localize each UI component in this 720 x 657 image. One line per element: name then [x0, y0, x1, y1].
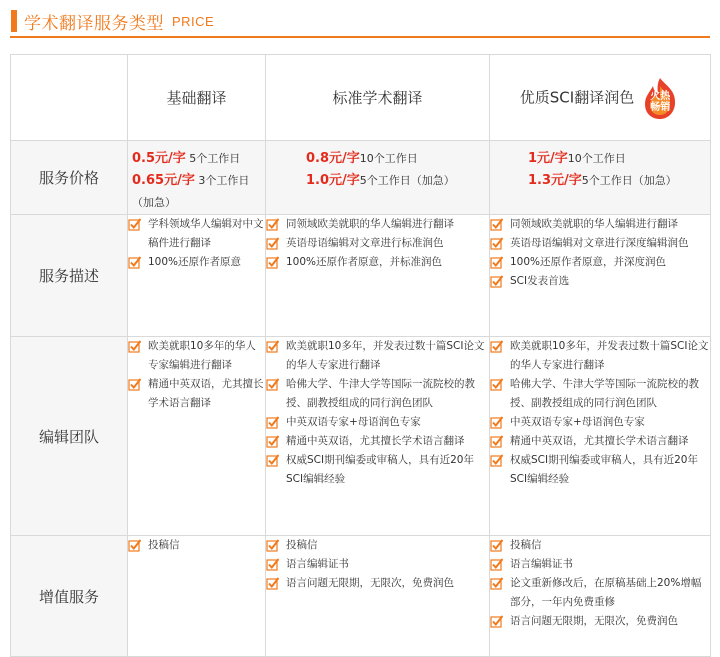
price-note: 3个工作日（加急） — [132, 174, 250, 209]
list-item — [266, 555, 489, 574]
list-item — [490, 375, 710, 413]
team-cell-premium — [490, 337, 711, 536]
row-label-extras: 增值服务 — [11, 536, 128, 657]
checked-box-icon — [266, 539, 279, 552]
list-item-text: 权威SCI期刊编委或审稿人，具有近20年SCI编辑经验 — [286, 454, 474, 485]
checked-box-icon — [490, 237, 503, 250]
list-item — [266, 375, 489, 413]
description-cell-standard — [266, 215, 490, 337]
checked-box-icon — [266, 340, 279, 353]
team-row — [11, 337, 711, 536]
description-cell-premium — [490, 215, 711, 337]
feature-list — [490, 536, 710, 631]
price-value: 1.0元/字 — [306, 173, 360, 188]
list-item-text: 欧美就职10多年，并发表过数十篇SCI论文的华人专家进行翻译 — [286, 340, 485, 371]
checked-box-icon — [266, 256, 279, 269]
list-item-text: 欧美就职10多年的华人专家编辑进行翻译 — [148, 340, 256, 371]
row-label-description: 服务描述 — [11, 215, 128, 337]
price-value: 1.3元/字 — [528, 173, 582, 188]
price-value: 0.5元/字 — [132, 151, 186, 166]
checked-box-icon — [490, 416, 503, 429]
list-item-text: 100%还原作者原意，并深度润色 — [510, 256, 667, 268]
checked-box-icon — [490, 340, 503, 353]
list-item-text: 学科领域华人编辑对中文稿件进行翻译 — [148, 218, 264, 249]
list-item-text: 论文重新修改后，在原稿基础上20%增幅部分，一年内免费重修 — [510, 577, 702, 608]
column-header-premium — [490, 55, 711, 141]
list-item — [490, 253, 710, 272]
list-item-text: 英语母语编辑对文章进行深度编辑润色 — [510, 237, 689, 249]
checked-box-icon — [128, 378, 141, 391]
list-item-text: 哈佛大学、牛津大学等国际一流院校的教授、副教授组成的同行润色团队 — [286, 378, 475, 409]
checked-box-icon — [490, 558, 503, 571]
list-item — [490, 413, 710, 432]
checked-box-icon — [128, 256, 141, 269]
team-cell-basic — [128, 337, 266, 536]
checked-box-icon — [266, 454, 279, 467]
list-item-text: 100%还原作者原意，并标准润色 — [286, 256, 443, 268]
list-item — [128, 215, 265, 253]
checked-box-icon — [266, 237, 279, 250]
price-line — [132, 170, 265, 214]
list-item — [490, 337, 710, 375]
flame-badge-icon — [640, 76, 680, 120]
column-header-standard: 标准学术翻译 — [266, 55, 490, 141]
list-item-text: 同领域欧美就职的华人编辑进行翻译 — [286, 218, 454, 230]
list-item-text: 中英双语专家+母语润色专家 — [286, 416, 421, 428]
list-item — [490, 451, 710, 489]
list-item — [128, 337, 265, 375]
header-empty-cell — [11, 55, 128, 141]
page-title: 学术翻译服务类型 — [24, 14, 164, 34]
header-accent-bar — [11, 10, 17, 32]
checked-box-icon — [266, 416, 279, 429]
checked-box-icon — [490, 539, 503, 552]
description-cell-basic — [128, 215, 266, 337]
price-note: 5个工作日（加急） — [581, 174, 677, 187]
checked-box-icon — [266, 577, 279, 590]
checked-box-icon — [490, 615, 503, 628]
extras-cell-standard — [266, 536, 490, 657]
checked-box-icon — [490, 577, 503, 590]
column-header-premium-label: 优质SCI翻译润色 — [519, 88, 635, 106]
list-item — [266, 234, 489, 253]
list-item-text: 同领域欧美就职的华人编辑进行翻译 — [510, 218, 678, 230]
table-header-row — [11, 55, 711, 141]
price-cell-standard — [266, 141, 490, 215]
feature-list — [266, 337, 489, 489]
list-item-text: 哈佛大学、牛津大学等国际一流院校的教授、副教授组成的同行润色团队 — [510, 378, 699, 409]
list-item — [490, 215, 710, 234]
feature-list — [266, 536, 489, 593]
price-cell-premium — [490, 141, 711, 215]
list-item-text: SCI发表首选 — [510, 275, 570, 287]
row-label-team: 编辑团队 — [11, 337, 128, 536]
price-note: 10个工作日 — [567, 152, 626, 165]
team-cell-standard — [266, 337, 490, 536]
section-header — [0, 0, 720, 44]
checked-box-icon — [490, 256, 503, 269]
feature-list — [128, 337, 265, 413]
checked-box-icon — [128, 218, 141, 231]
pricing-table — [10, 54, 711, 657]
list-item-text: 权威SCI期刊编委或审稿人，具有近20年SCI编辑经验 — [510, 454, 698, 485]
list-item-text: 投稿信 — [510, 539, 542, 551]
list-item — [490, 272, 710, 291]
page-subtitle: PRICE — [172, 14, 215, 29]
list-item-text: 语言问题无限期，无限次，免费润色 — [286, 577, 454, 589]
checked-box-icon — [490, 454, 503, 467]
list-item — [490, 574, 710, 612]
price-line — [528, 148, 710, 170]
list-item — [266, 451, 489, 489]
list-item-text: 精通中英双语，尤其擅长学术语言翻译 — [510, 435, 689, 447]
extras-row — [11, 536, 711, 657]
list-item — [266, 432, 489, 451]
list-item — [490, 555, 710, 574]
list-item — [490, 612, 710, 631]
checked-box-icon — [128, 539, 141, 552]
premium-badge-text: 火热畅销 — [650, 90, 671, 113]
list-item-text: 投稿信 — [286, 539, 318, 551]
feature-list — [490, 215, 710, 291]
list-item-text: 语言问题无限期，无限次，免费润色 — [510, 615, 678, 627]
feature-list — [128, 215, 265, 272]
checked-box-icon — [490, 435, 503, 448]
list-item-text: 精通中英双语，尤其擅长学术语言翻译 — [148, 378, 264, 409]
list-item — [490, 432, 710, 451]
list-item — [266, 337, 489, 375]
list-item — [490, 234, 710, 253]
checked-box-icon — [266, 378, 279, 391]
list-item — [266, 253, 489, 272]
description-row — [11, 215, 711, 337]
list-item — [266, 574, 489, 593]
price-cell-basic — [128, 141, 266, 215]
list-item-text: 欧美就职10多年，并发表过数十篇SCI论文的华人专家进行翻译 — [510, 340, 709, 371]
checked-box-icon — [490, 218, 503, 231]
price-row — [11, 141, 711, 215]
list-item-text: 语言编辑证书 — [286, 558, 349, 570]
checked-box-icon — [128, 340, 141, 353]
price-line — [306, 170, 489, 192]
header-divider — [10, 36, 710, 38]
price-value: 1元/字 — [528, 151, 568, 166]
checked-box-icon — [266, 558, 279, 571]
feature-list — [490, 337, 710, 489]
list-item — [128, 375, 265, 413]
price-note: 10个工作日 — [359, 152, 418, 165]
price-note: 5个工作日 — [189, 152, 241, 165]
checked-box-icon — [266, 218, 279, 231]
price-note: 5个工作日（加急） — [359, 174, 455, 187]
list-item-text: 中英双语专家+母语润色专家 — [510, 416, 645, 428]
extras-cell-premium — [490, 536, 711, 657]
price-line — [132, 148, 265, 170]
list-item — [128, 253, 265, 272]
extras-cell-basic — [128, 536, 266, 657]
price-line — [528, 170, 710, 192]
list-item — [266, 215, 489, 234]
feature-list — [266, 215, 489, 272]
checked-box-icon — [490, 275, 503, 288]
price-value: 0.8元/字 — [306, 151, 360, 166]
checked-box-icon — [490, 378, 503, 391]
list-item-text: 语言编辑证书 — [510, 558, 573, 570]
list-item — [128, 536, 265, 555]
column-header-basic: 基础翻译 — [128, 55, 266, 141]
list-item — [266, 536, 489, 555]
list-item — [490, 536, 710, 555]
price-value: 0.65元/字 — [132, 173, 195, 188]
list-item-text: 精通中英双语，尤其擅长学术语言翻译 — [286, 435, 465, 447]
list-item-text: 投稿信 — [148, 539, 180, 551]
row-label-price: 服务价格 — [11, 141, 128, 215]
list-item-text: 100%还原作者原意 — [148, 256, 242, 268]
price-line — [306, 148, 489, 170]
list-item — [266, 413, 489, 432]
list-item-text: 英语母语编辑对文章进行标准润色 — [286, 237, 444, 249]
checked-box-icon — [266, 435, 279, 448]
feature-list — [128, 536, 265, 555]
